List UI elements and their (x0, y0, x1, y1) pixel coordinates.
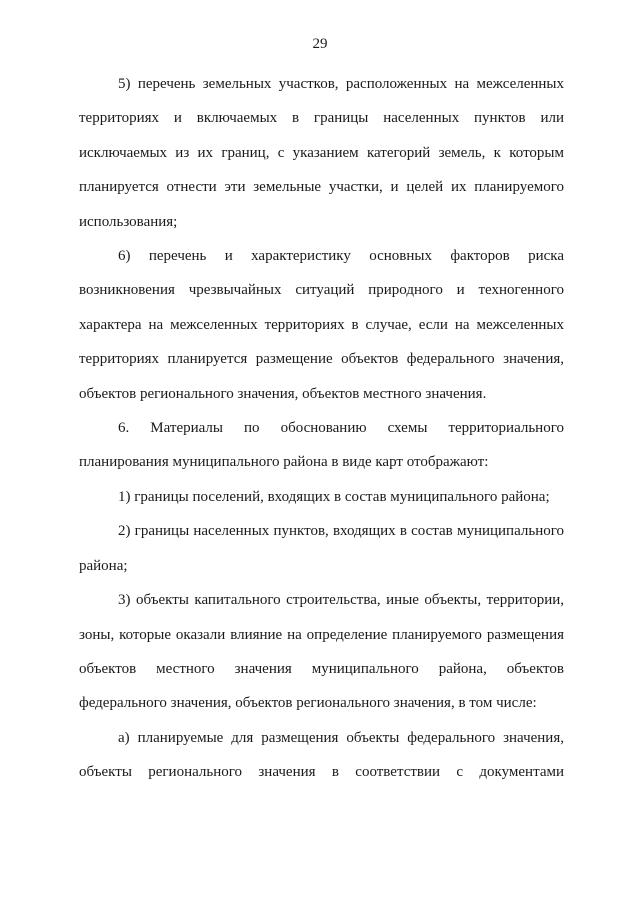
page-number: 29 (312, 36, 328, 52)
paragraph-item-6: 6) перечень и характеристику основных факторов риска возникновения чрезвычайных ситуаций природного и техногенного характера на межселенных территориях в случае, если на межселенных территориях планируется размещение объектов федерального значения, объектов регионального значения, объектов местного значения. (79, 248, 564, 402)
paragraph-item-5: 5) перечень земельных участков, расположенных на межселенных территориях и включаемых в границы населенных пунктов или исключаемых из их границ, с указанием категорий земель, к которым планируется отнести эти земельные участки, и целей их планируемого использования; (79, 76, 564, 230)
document-body (79, 67, 564, 790)
paragraph-map-item-1: 1) границы поселений, входящих в состав муниципального района; (118, 488, 550, 505)
paragraph-subitem-a: а) планируемые для размещения объекты федерального значения, объекты регионального значения в соответствии с документами (79, 729, 564, 781)
paragraph-map-item-2: 2) границы населенных пунктов, входящих в состав муниципального района; (79, 523, 564, 574)
paragraph-section-6: 6. Материалы по обоснованию схемы территориального планирования муниципального района в виде карт отображают: (79, 420, 564, 471)
paragraph-map-item-3: 3) объекты капитального строительства, иные объекты, территории, зоны, которые оказали влияние на определение планируемого размещения объектов местного значения муниципального района, объектов федерального значения, объектов регионального значения, в том числе: (79, 592, 564, 712)
